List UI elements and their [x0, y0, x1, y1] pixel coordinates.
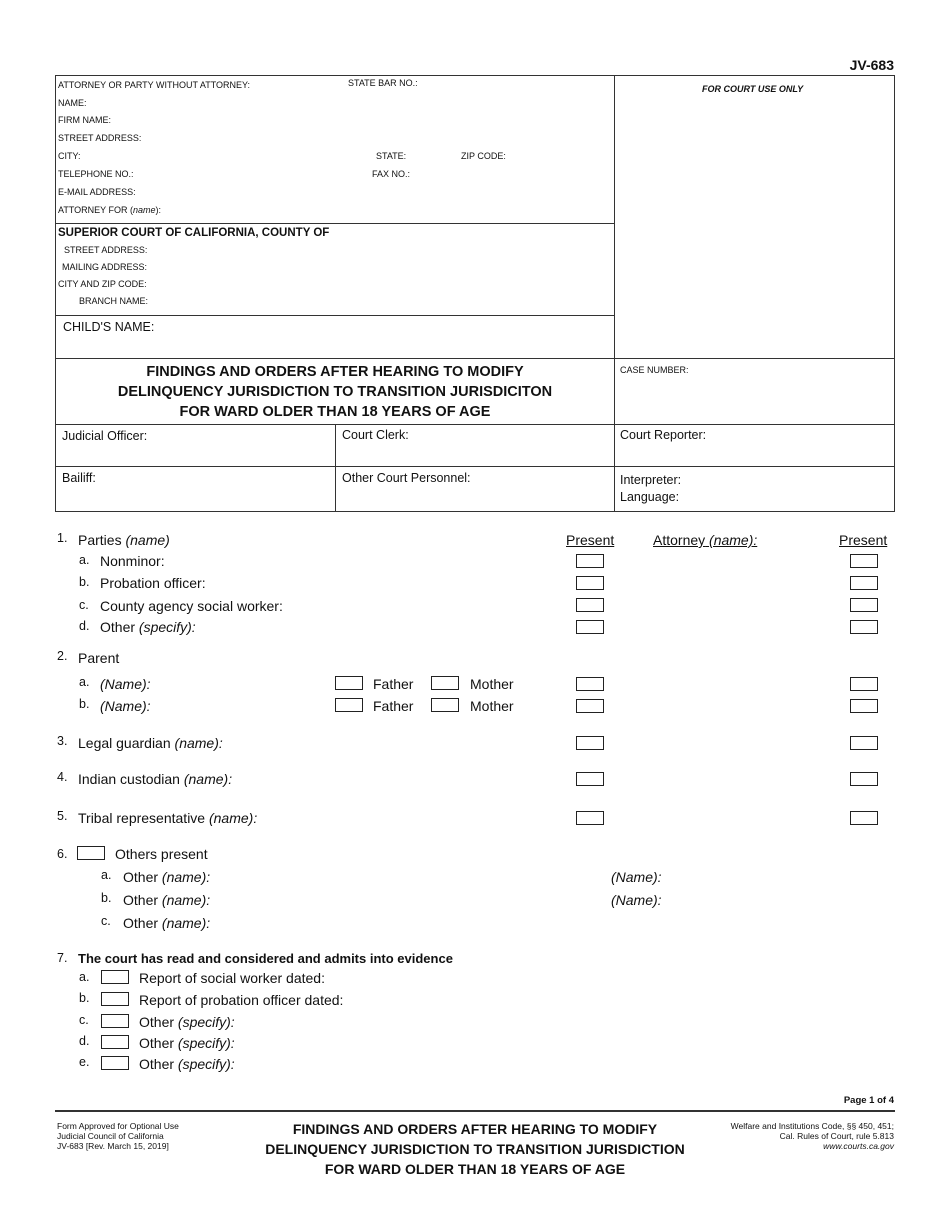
- item1a-present-checkbox[interactable]: [576, 554, 604, 568]
- court-use-label: FOR COURT USE ONLY: [702, 84, 804, 94]
- court-clerk-label: Court Clerk:: [342, 428, 409, 442]
- item7a-letter: a.: [79, 970, 90, 984]
- court-mailing: MAILING ADDRESS:: [62, 262, 148, 272]
- item1c-label: County agency social worker:: [100, 598, 283, 614]
- item6b-right-name: (Name):: [611, 892, 662, 908]
- item6c-letter: c.: [101, 914, 111, 928]
- item2b-letter: b.: [79, 697, 90, 711]
- item4-attorney-present-checkbox[interactable]: [850, 772, 878, 786]
- item1d-label: Other (specify):: [100, 619, 196, 635]
- judicial-officer-label: Judicial Officer:: [62, 429, 148, 443]
- item1b-attorney-present-checkbox[interactable]: [850, 576, 878, 590]
- item2b-mother-label: Mother: [470, 698, 514, 714]
- present-header-2: Present: [839, 532, 888, 548]
- item2a-father-label: Father: [373, 676, 414, 692]
- item1d-letter: d.: [79, 619, 90, 633]
- court-city-zip: CITY AND ZIP CODE:: [58, 279, 147, 289]
- item7c-letter: c.: [79, 1013, 89, 1027]
- item1-number: 1.: [57, 531, 68, 545]
- item7d-checkbox[interactable]: [101, 1035, 129, 1049]
- item7a-checkbox[interactable]: [101, 970, 129, 984]
- item2b-father-checkbox[interactable]: [335, 698, 363, 712]
- item1a-letter: a.: [79, 553, 90, 567]
- fax-label: FAX NO.:: [372, 169, 411, 179]
- item7c-label: Other (specify):: [139, 1014, 235, 1030]
- item5-attorney-present-checkbox[interactable]: [850, 811, 878, 825]
- case-number-label: CASE NUMBER:: [620, 365, 689, 375]
- form-title: FINDINGS AND ORDERS AFTER HEARING TO MODIFY DELINQUENCY JURISDICTION TO TRANSITION JURISDICITON FOR WARD OLDER THAN 18 YEARS OF AGE: [117, 364, 553, 420]
- item6a-right-name: (Name):: [611, 869, 662, 885]
- other-personnel-label: Other Court Personnel:: [342, 471, 471, 485]
- court-title: SUPERIOR COURT OF CALIFORNIA, COUNTY OF: [58, 227, 330, 239]
- item2b-name-label: (Name):: [100, 698, 151, 714]
- item2a-mother-checkbox[interactable]: [431, 676, 459, 690]
- item6a-label: Other (name):: [123, 869, 211, 885]
- item6b-letter: b.: [101, 891, 112, 905]
- item1a-label: Nonminor:: [100, 553, 165, 569]
- item2a-mother-label: Mother: [470, 676, 514, 692]
- interpreter-label: Interpreter:: [620, 473, 682, 487]
- form-id: JV-683: [849, 57, 894, 73]
- item2b-present-checkbox[interactable]: [576, 699, 604, 713]
- present-header: Present: [566, 532, 615, 548]
- bailiff-label: Bailiff:: [62, 471, 96, 485]
- item2-number: 2.: [57, 649, 68, 663]
- item4-label: Indian custodian (name):: [78, 771, 233, 787]
- item7b-checkbox[interactable]: [101, 992, 129, 1006]
- court-branch: BRANCH NAME:: [79, 296, 149, 306]
- item2a-letter: a.: [79, 675, 90, 689]
- item7c-checkbox[interactable]: [101, 1014, 129, 1028]
- item2b-attorney-present-checkbox[interactable]: [850, 699, 878, 713]
- court-street: STREET ADDRESS:: [64, 245, 148, 255]
- item1a-attorney-present-checkbox[interactable]: [850, 554, 878, 568]
- item3-number: 3.: [57, 734, 68, 748]
- attorney-header: Attorney (name):: [653, 532, 758, 548]
- item2a-present-checkbox[interactable]: [576, 677, 604, 691]
- item4-present-checkbox[interactable]: [576, 772, 604, 786]
- item6a-letter: a.: [101, 868, 112, 882]
- item6-label: Others present: [115, 846, 208, 862]
- item2-label: Parent: [78, 650, 120, 666]
- item7-number: 7.: [57, 951, 68, 965]
- item6-number: 6.: [57, 847, 68, 861]
- child-name-label: CHILD'S NAME:: [63, 320, 155, 334]
- footer-title: FINDINGS AND ORDERS AFTER HEARING TO MODIFY DELINQUENCY JURISDICTION TO TRANSITION JURISDICTION FOR WARD OLDER THAN 18 YEARS OF AGE: [265, 1121, 685, 1177]
- item7b-label: Report of probation officer dated:: [139, 992, 344, 1008]
- name-label: NAME:: [58, 98, 87, 108]
- state-bar-label: STATE BAR NO.:: [348, 78, 418, 88]
- item1d-present-checkbox[interactable]: [576, 620, 604, 634]
- item1b-letter: b.: [79, 575, 90, 589]
- footer-right: Welfare and Institutions Code, §§ 450, 451; Cal. Rules of Court, rule 5.813 www.courts.ca.gov: [730, 1121, 894, 1151]
- item1d-attorney-present-checkbox[interactable]: [850, 620, 878, 634]
- street-label: STREET ADDRESS:: [58, 133, 142, 143]
- item7b-letter: b.: [79, 991, 90, 1005]
- item1c-attorney-present-checkbox[interactable]: [850, 598, 878, 612]
- item1-label: Parties (name): [78, 532, 170, 548]
- phone-label: TELEPHONE NO.:: [58, 169, 134, 179]
- item6b-label: Other (name):: [123, 892, 211, 908]
- item5-number: 5.: [57, 809, 68, 823]
- item5-present-checkbox[interactable]: [576, 811, 604, 825]
- court-reporter-label: Court Reporter:: [620, 428, 707, 442]
- language-label: Language:: [620, 490, 680, 504]
- item1b-present-checkbox[interactable]: [576, 576, 604, 590]
- item2a-attorney-present-checkbox[interactable]: [850, 677, 878, 691]
- item2b-father-label: Father: [373, 698, 414, 714]
- item7a-label: Report of social worker dated:: [139, 970, 325, 986]
- footer-left: Form Approved for Optional Use Judicial Council of California JV-683 [Rev. March 15, 2019]: [57, 1121, 179, 1151]
- footer-rule: [55, 1110, 895, 1112]
- item7d-letter: d.: [79, 1034, 90, 1048]
- item7e-letter: e.: [79, 1055, 90, 1069]
- firm-label: FIRM NAME:: [58, 115, 111, 125]
- item7d-label: Other (specify):: [139, 1035, 235, 1051]
- personnel-table: [55, 424, 895, 512]
- item4-number: 4.: [57, 770, 68, 784]
- state-label: STATE:: [376, 151, 407, 161]
- city-label: CITY:: [58, 151, 81, 161]
- attorney-for-label: ATTORNEY FOR (name):: [58, 205, 162, 215]
- attorney-label: ATTORNEY OR PARTY WITHOUT ATTORNEY:: [58, 80, 251, 90]
- item7e-label: Other (specify):: [139, 1056, 235, 1072]
- item7e-checkbox[interactable]: [101, 1056, 129, 1070]
- item3-label: Legal guardian (name):: [78, 735, 223, 751]
- item6c-label: Other (name):: [123, 915, 211, 931]
- item2a-name-label: (Name):: [100, 676, 151, 692]
- item2b-mother-checkbox[interactable]: [431, 698, 459, 712]
- email-label: E-MAIL ADDRESS:: [58, 187, 136, 197]
- item3-attorney-present-checkbox[interactable]: [850, 736, 878, 750]
- item1c-letter: c.: [79, 598, 89, 612]
- item6-checkbox[interactable]: [77, 846, 105, 860]
- item1c-present-checkbox[interactable]: [576, 598, 604, 612]
- item7-label: The court has read and considered and admits into evidence: [78, 951, 453, 966]
- item3-present-checkbox[interactable]: [576, 736, 604, 750]
- zip-label: ZIP CODE:: [461, 151, 506, 161]
- page-number: Page 1 of 4: [843, 1095, 894, 1106]
- item1b-label: Probation officer:: [100, 575, 206, 591]
- item5-label: Tribal representative (name):: [78, 810, 258, 826]
- item2a-father-checkbox[interactable]: [335, 676, 363, 690]
